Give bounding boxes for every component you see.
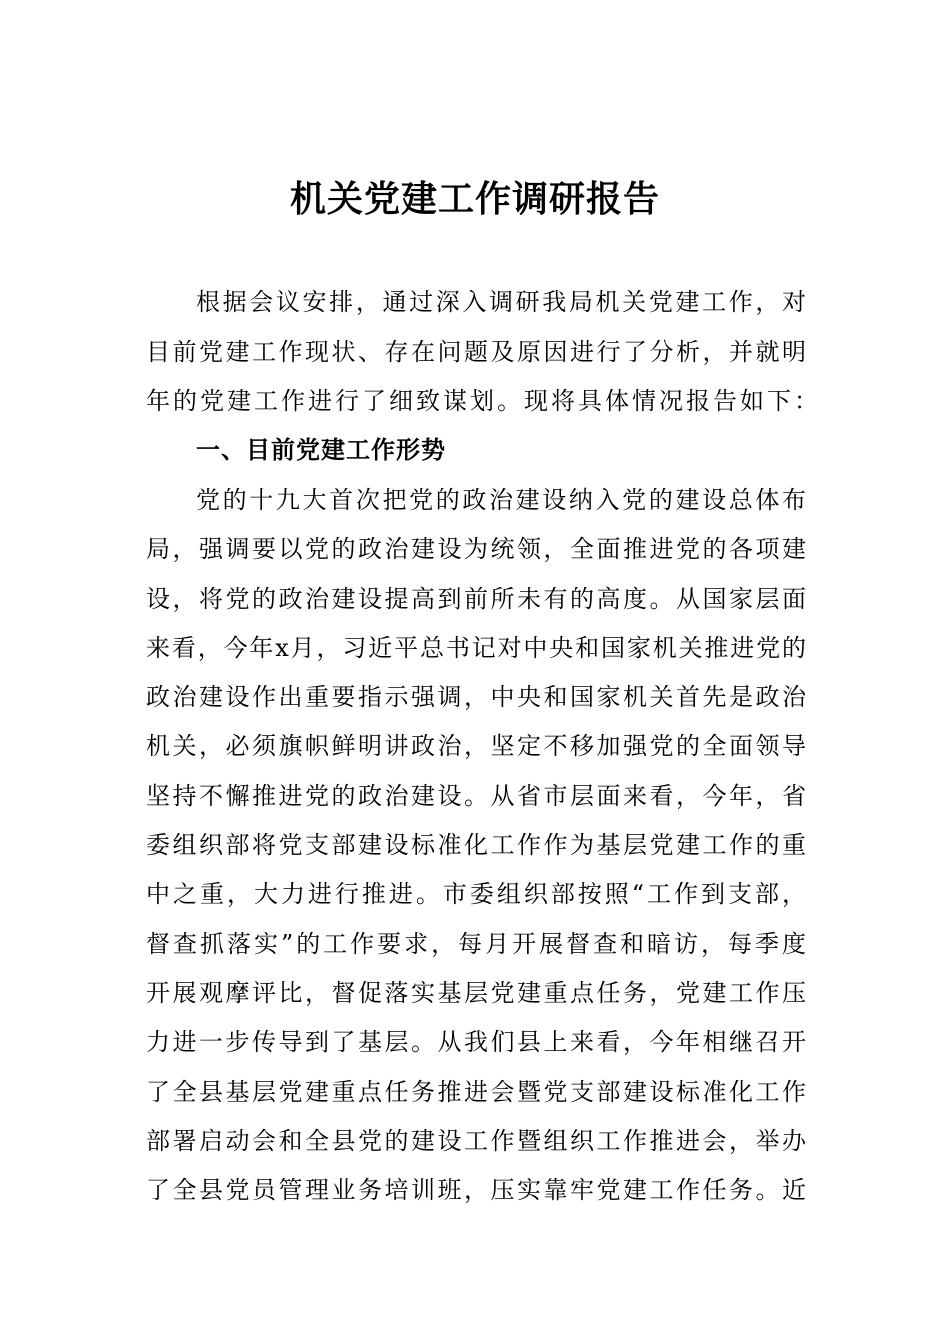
body-line: 机关，必须旗帜鲜明讲政治，坚定不移加强党的全面领导 (146, 732, 806, 760)
body-line: 来看，今年x月，习近平总书记对中央和国家机关推进党的 (146, 634, 806, 662)
body-line: 督查抓落实”的工作要求，每月开展督查和暗访，每季度 (146, 930, 806, 958)
body-line: 党的十九大首次把党的政治建设纳入党的建设总体布 (196, 486, 806, 514)
body-line: 开展观摩评比，督促落实基层党建重点任务，党建工作压 (146, 979, 806, 1007)
body-line: 设，将党的政治建设提高到前所未有的高度。从国家层面 (146, 585, 806, 613)
body-line: 局，强调要以党的政治建设为统领，全面推进党的各项建 (146, 535, 806, 563)
body-line: 力进一步传导到了基层。从我们县上来看，今年相继召开 (146, 1028, 806, 1056)
body-line: 了全县基层党建重点任务推进会暨党支部建设标准化工作 (146, 1078, 806, 1106)
body-line: 部署启动会和全县党的建设工作暨组织工作推进会，举办 (146, 1127, 806, 1155)
body-line: 中之重，大力进行推进。市委组织部按照“工作到支部， (146, 880, 806, 908)
document-title: 机关党建工作调研报告 (289, 178, 660, 220)
intro-line: 目前党建工作现状、存在问题及原因进行了分析，并就明 (146, 338, 806, 366)
body-line: 委组织部将党支部建设标准化工作作为基层党建工作的重 (146, 831, 806, 859)
intro-line: 年的党建工作进行了细致谋划。现将具体情况报告如下： (146, 387, 821, 415)
body-line: 坚持不懈推进党的政治建设。从省市层面来看，今年，省 (146, 782, 806, 810)
body-line: 了全县党员管理业务培训班，压实靠牢党建工作任务。近 (146, 1176, 806, 1204)
body-line: 政治建设作出重要指示强调，中央和国家机关首先是政治 (146, 683, 806, 711)
intro-line: 根据会议安排，通过深入调研我局机关党建工作，对 (196, 288, 806, 316)
section-heading: 一、目前党建工作形势 (196, 436, 446, 464)
